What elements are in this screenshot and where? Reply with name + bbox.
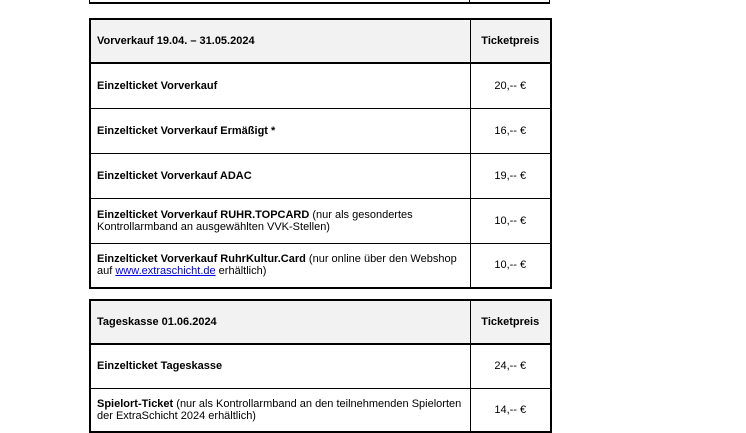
ticket-note-end: erhältlich) [215,265,267,278]
extraschicht-webshop-link[interactable]: www.extraschicht.de [115,265,216,278]
ticket-description [90,344,470,388]
ticket-note: (nur online über den Webshop auf [97,253,457,278]
table-row [90,198,551,243]
table-header-row [90,300,551,344]
table-row [90,153,551,198]
tageskasse-price-table [89,299,552,433]
ticket-description [90,153,470,198]
ticket-note: (nur als gesondertes Kontrollarmband an ausgewählten VVK-Stellen) [97,208,413,233]
table-row [90,243,551,288]
ticket-description [90,243,470,288]
ticketpreis-heading: Ticketpreis [470,19,551,63]
ticket-price: 10,-- € [470,243,551,288]
ticket-description [90,63,470,108]
previous-table-bottom-edge [89,0,550,4]
table-row [90,344,551,388]
ticket-name: Einzelticket Vorverkauf ADAC [97,169,252,182]
vorverkauf-heading: Vorverkauf 19.04. – 31.05.2024 [90,19,470,63]
table-header-row [90,19,551,63]
ticket-price: 10,-- € [470,198,551,243]
vorverkauf-price-table [89,18,552,289]
table-row [90,108,551,153]
ticket-name: Einzelticket Vorverkauf RUHR.TOPCARD [97,208,310,221]
tageskasse-heading: Tageskasse 01.06.2024 [90,300,470,344]
ticket-name: Einzelticket Vorverkauf Ermäßigt * [97,124,276,137]
ticket-name: Spielort-Ticket [97,397,174,410]
ticket-price: 14,-- € [470,388,551,432]
ticket-name: Einzelticket Tageskasse [97,360,223,373]
ticket-description [90,198,470,243]
ticket-price: 19,-- € [470,153,551,198]
ticket-description [90,108,470,153]
ticket-price: 24,-- € [470,344,551,388]
table-row [90,388,551,432]
ticket-price: 20,-- € [470,63,551,108]
ticket-name: Einzelticket Vorverkauf [97,79,218,92]
previous-table-divider [469,0,470,2]
ticket-name: Einzelticket Vorverkauf RuhrKultur.Card [97,253,306,266]
ticket-note: (nur als Kontrollarmband an den teilnehmenden Spielorten der ExtraSchicht 2024 erhältlich) [97,397,462,422]
ticket-description [90,388,470,432]
ticketpreis-heading: Ticketpreis [470,300,551,344]
ticket-price: 16,-- € [470,108,551,153]
table-row [90,63,551,108]
